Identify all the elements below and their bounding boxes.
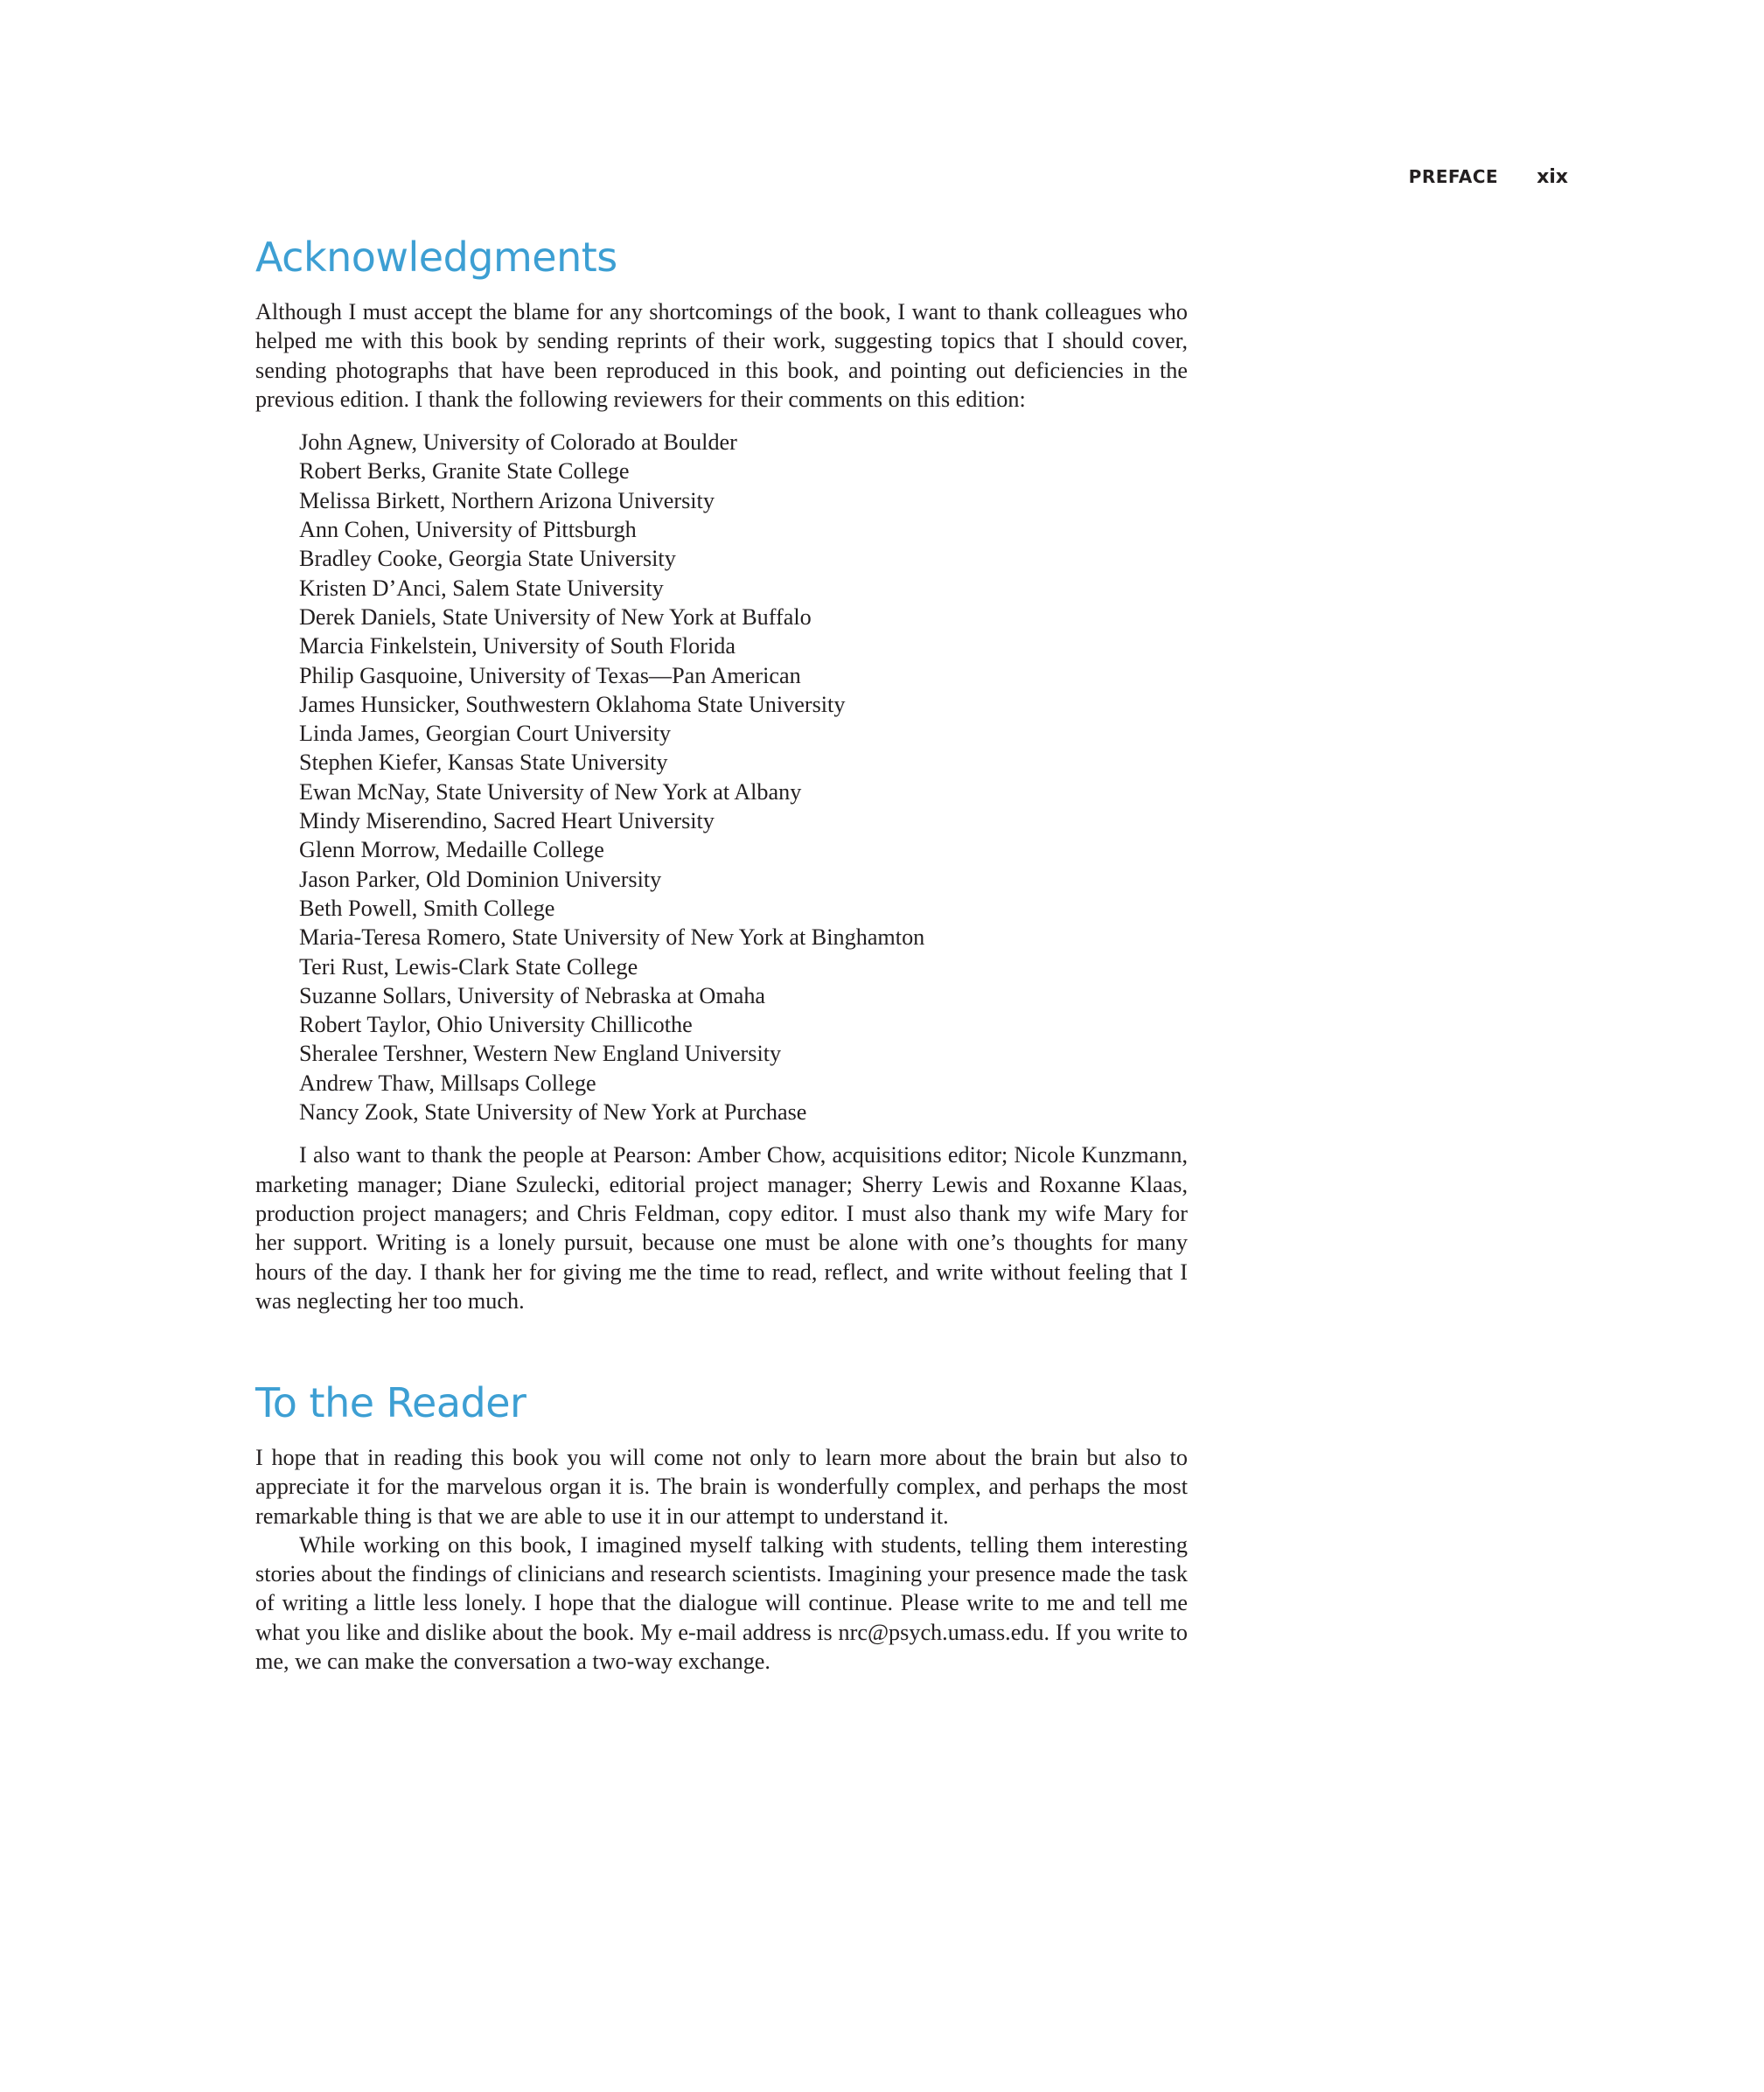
reviewer-item: Robert Berks, Granite State College	[299, 458, 630, 485]
reviewer-item: Teri Rust, Lewis-Clark State College	[299, 953, 638, 980]
running-head	[1409, 166, 1568, 188]
reviewer-item: Beth Powell, Smith College	[299, 895, 555, 921]
running-head-section: PREFACE	[1408, 166, 1499, 187]
reviewer-item: John Agnew, University of Colorado at Boulder	[299, 429, 737, 456]
reviewer-list	[255, 428, 1188, 1126]
page-number: xix	[1537, 166, 1568, 188]
reviewer-item: Andrew Thaw, Millsaps College	[299, 1070, 596, 1096]
reviewer-item: Mindy Miserendino, Sacred Heart University	[299, 808, 715, 834]
acknowledgments-intro: Although I must accept the blame for any shortcomings of the book, I want to thank colleagues who helped me with this book by sending reprints of their work, suggesting topics that I should cover, sending photographs that have been reproduced in this book, and pointing out deficiencies in the previous edition. I thank the following reviewers for their comments on this edition:	[255, 299, 1188, 412]
reader-paragraph-1: I hope that in reading this book you will come not only to learn more about the brain but also to appreciate it for the marvelous organ it is. The brain is wonderfully complex, and perhaps the most remarkable thing is that we are able to use it in our attempt to understand it.	[255, 1445, 1188, 1529]
reviewer-item: Nancy Zook, State University of New York at Purchase	[299, 1099, 807, 1126]
reviewer-item: Maria-Teresa Romero, State University of New York at Binghamton	[299, 924, 925, 951]
reader-paragraph-2: While working on this book, I imagined myself talking with students, telling them interesting stories about the findings of clinicians and research scientists. Imagining your presence made the task of writing a little less lonely. I hope that the dialogue will continue. Please write to me and tell me what you like and dislike about the book. My e-mail address is nrc@psych.umass.edu. If you write to me, we can make the conversation a two-way exchange.	[255, 1531, 1188, 1675]
reviewer-item: James Hunsicker, Southwestern Oklahoma State University	[299, 691, 846, 717]
reviewer-item: Linda James, Georgian Court University	[299, 721, 671, 747]
reviewer-item: Robert Taylor, Ohio University Chillicothe	[299, 1012, 693, 1038]
reviewer-item: Glenn Morrow, Medaille College	[299, 837, 604, 863]
reviewer-item: Philip Gasquoine, University of Texas—Pan American	[299, 662, 801, 688]
reviewer-item: Sheralee Tershner, Western New England University	[299, 1041, 782, 1067]
acknowledgments-section	[255, 233, 1188, 1315]
reviewer-item: Melissa Birkett, Northern Arizona University	[299, 487, 715, 513]
reviewer-item: Suzanne Sollars, University of Nebraska at Omaha	[299, 982, 766, 1008]
acknowledgments-closing: I also want to thank the people at Pearson: Amber Chow, acquisitions editor; Nicole Kunzmann, marketing manager; Diane Szulecki, editorial project manager; Sherry Lewis and Roxanne Klaas, production project managers; and Chris Feldman, copy editor. I must also thank my wife Mary for her support. Writing is a lonely pursuit, because one must be alone with one’s thoughts for many hours of the day. I thank her for giving me the time to read, reflect, and write without feeling that I was neglecting her too much.	[255, 1142, 1188, 1314]
reviewer-item: Stephen Kiefer, Kansas State University	[299, 750, 668, 776]
reviewer-item: Jason Parker, Old Dominion University	[299, 866, 662, 892]
acknowledgments-heading: Acknowledgments	[255, 234, 617, 281]
reviewer-item: Bradley Cooke, Georgia State University	[299, 546, 676, 572]
reviewer-item: Derek Daniels, State University of New York at Buffalo	[299, 603, 812, 630]
to-the-reader-heading: To the Reader	[255, 1379, 526, 1426]
reviewer-item: Marcia Finkelstein, University of South Florida	[299, 633, 736, 659]
reviewer-item: Ewan McNay, State University of New York at Albany	[299, 778, 802, 805]
to-the-reader-section	[255, 1378, 1188, 1676]
reviewer-item: Ann Cohen, University of Pittsburgh	[299, 517, 637, 543]
reviewer-item: Kristen D’Anci, Salem State University	[299, 575, 664, 601]
